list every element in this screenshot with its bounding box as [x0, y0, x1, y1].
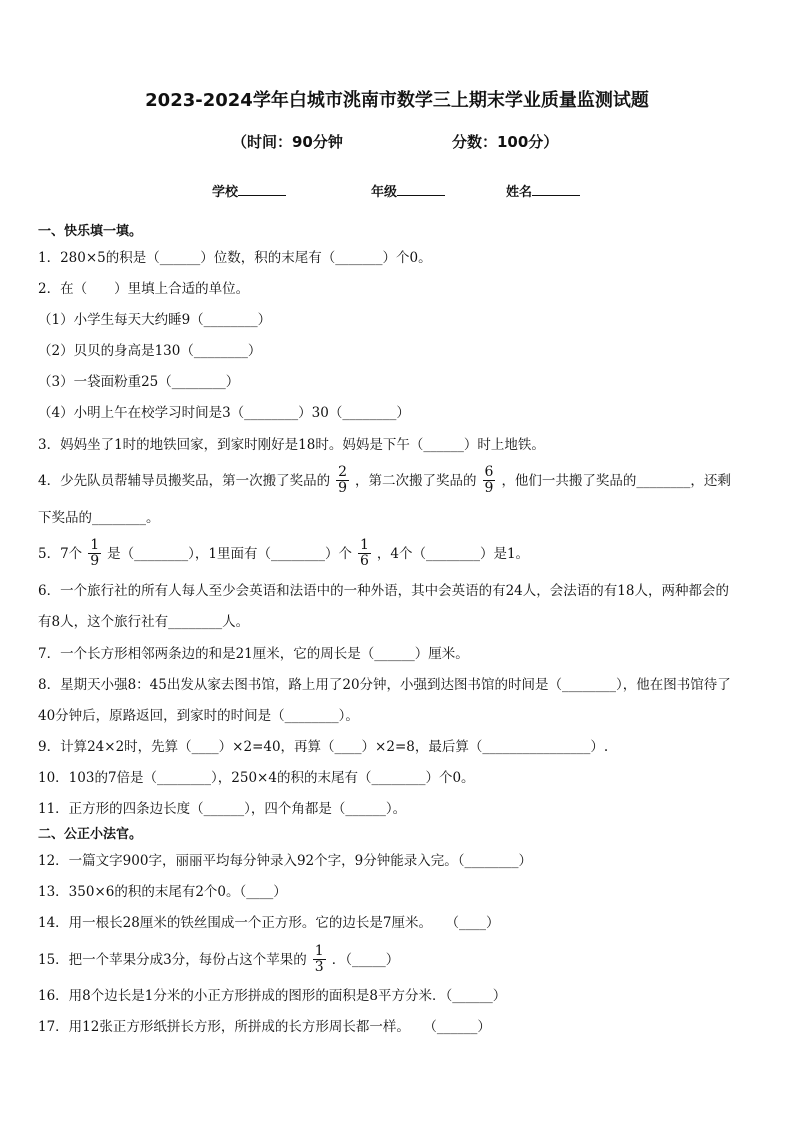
question-13: 13．350×6的积的末尾有2个0。（____）	[38, 884, 287, 900]
question-15: 15．把一个苹果分成3分，每份占这个苹果的 $\frac{1}{3}$ ．（_____）	[38, 943, 400, 975]
fraction: $\frac{1}{9}$	[90, 537, 100, 569]
fraction: $\frac{1}{3}$	[314, 943, 324, 975]
exam-title: 2023-2024学年白城市洮南市数学三上期末学业质量监测试题	[145, 90, 649, 111]
question-3: 3．妈妈坐了1时的地铁回家，到家时刚好是18时。妈妈是下午（______）时上地铁。	[38, 437, 545, 453]
question-2-4: （4）小明上午在校学习时间是3（________）30（________）	[38, 405, 410, 421]
question-17: 17．用12张正方形纸拼长方形，所拼成的长方形周长都一样。 （______）	[38, 1019, 491, 1035]
question-2: 2．在（ ）里填上合适的单位。	[38, 281, 250, 297]
question-5: 5．7个 $\frac{1}{9}$ 是（________），1里面有（________）个 $\frac{1}{6}$ ，4个（________）是1。	[38, 537, 530, 569]
school-label: 学校	[212, 185, 239, 200]
section-heading-1: 一、快乐填一填。	[38, 224, 143, 239]
exam-time: （时间：90分钟	[232, 133, 343, 151]
fraction: $\frac{6}{9}$	[484, 464, 494, 496]
question-9: 9．计算24×2时，先算（____）×2=40，再算（____）×2=8，最后算（________________）.	[38, 739, 609, 755]
question-8-cont: 40分钟后，原路返回，到家时的时间是（________）。	[38, 708, 359, 724]
question-4: 4．少先队员帮辅导员搬奖品，第一次搬了奖品的 $\frac{2}{9}$ ，第二次搬了奖品的 $\frac{6}{9}$ ，他们一共搬了奖品的________，还剩	[38, 464, 731, 496]
name-blank[interactable]	[532, 183, 580, 196]
question-2-3: （3）一袋面粉重25（________）	[38, 374, 240, 390]
grade-blank[interactable]	[397, 183, 445, 196]
question-6-cont: 有8人，这个旅行社有________人。	[38, 614, 250, 630]
fraction: $\frac{1}{6}$	[359, 537, 369, 569]
grade-field	[371, 181, 445, 200]
question-10: 10．103的7倍是（________），250×4的积的末尾有（________）个0。	[38, 770, 475, 786]
question-11: 11．正方形的四条边长度（______），四个角都是（______）。	[38, 801, 407, 817]
question-16: 16．用8个边长是1分米的小正方形拼成的图形的面积是8平方分米．（______）	[38, 988, 507, 1004]
grade-label: 年级	[371, 185, 398, 200]
question-2-1: （1）小学生每天大约睡9（________）	[38, 312, 272, 328]
question-4-cont: 下奖品的________。	[38, 510, 160, 526]
question-6: 6．一个旅行社的所有人每人至少会英语和法语中的一种外语，其中会英语的有24人，会法语的有18人，两种都会的	[38, 583, 729, 599]
section-heading-2: 二、公正小法官。	[38, 827, 143, 842]
school-blank[interactable]	[238, 183, 286, 196]
question-7: 7．一个长方形相邻两条边的和是21厘米，它的周长是（______）厘米。	[38, 646, 469, 662]
question-8: 8．星期天小强8：45出发从家去图书馆，路上用了20分钟，小强到达图书馆的时间是（________），他在图书馆待了	[38, 677, 731, 693]
exam-score: 分数：100分）	[452, 133, 559, 151]
school-field	[212, 181, 286, 200]
name-field	[506, 181, 580, 200]
name-label: 姓名	[506, 185, 533, 200]
question-12: 12．一篇文字900字，丽丽平均每分钟录入92个字，9分钟能录入完。（________）	[38, 853, 532, 869]
question-14: 14．用一根长28厘米的铁丝围成一个正方形。它的边长是7厘米。 （____）	[38, 915, 500, 931]
fraction: $\frac{2}{9}$	[338, 464, 348, 496]
question-1: 1．280×5的积是（______）位数，积的末尾有（_______）个0。	[38, 250, 432, 266]
question-2-2: （2）贝贝的身高是130（________）	[38, 343, 262, 359]
